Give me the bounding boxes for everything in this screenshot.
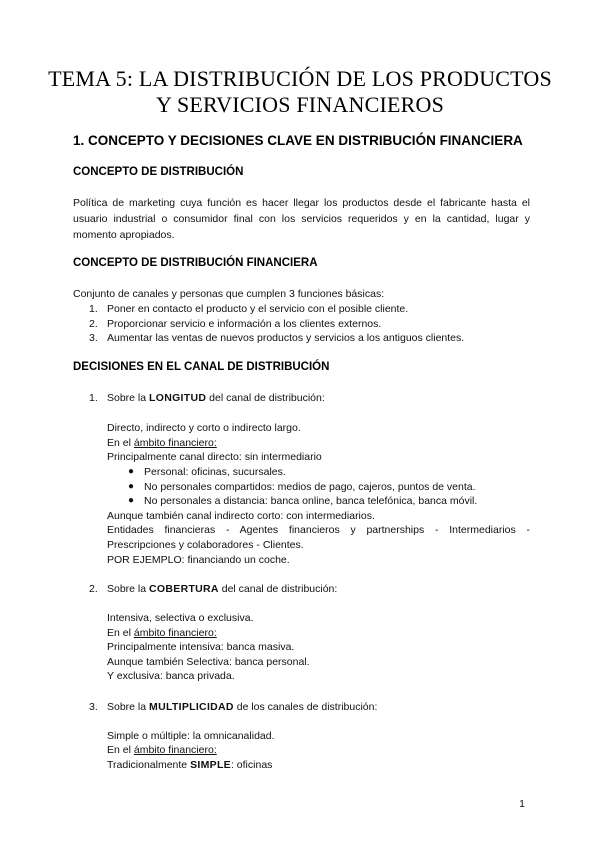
list-item: Aumentar las ventas de nuevos productos y servicios a los antiguos clientes. [107, 332, 465, 344]
bullet-icon: ● [128, 495, 135, 506]
multiplicidad-ambito: En el ámbito financiero: [107, 744, 217, 756]
decision-number: 2. [89, 583, 98, 595]
bullet-item: Personal: oficinas, sucursales. [144, 466, 286, 478]
longitud-ambito: En el ámbito financiero: [107, 437, 217, 449]
financial-concept-heading: CONCEPTO DE DISTRIBUCIÓN FINANCIERA [73, 257, 318, 269]
cobertura-intensiva: Principalmente intensiva: banca masiva. [107, 641, 295, 653]
longitud-keyword: LONGITUD [149, 392, 207, 404]
list-item-number: 1. [89, 303, 98, 315]
concept-heading: CONCEPTO DE DISTRIBUCIÓN [73, 166, 244, 178]
cobertura-types: Intensiva, selectiva o exclusiva. [107, 612, 254, 624]
longitud-types: Directo, indirecto y corto o indirecto largo. [107, 422, 301, 434]
multiplicidad-heading: Sobre la MULTIPLICIDAD de los canales de distribución: [107, 701, 378, 713]
bullet-item: No personales a distancia: banca online, banca telefónica, banca móvil. [144, 495, 478, 507]
concept-paragraph: Política de marketing cuya función es hacer llegar los productos desde el fabricante hasta el usuario industrial o consumidor final con los servicios requeridos y en la cantidad, lugar y momento apropiados. [73, 197, 530, 241]
bullet-icon: ● [128, 466, 135, 477]
cobertura-selectiva: Aunque también Selectiva: banca personal. [107, 656, 310, 668]
longitud-ejemplo: POR EJEMPLO: financiando un coche. [107, 554, 290, 566]
cobertura-exclusiva: Y exclusiva: banca privada. [107, 670, 235, 682]
list-item: Proporcionar servicio e información a los clientes externos. [107, 318, 382, 330]
bullet-item: No personales compartidos: medios de pago, cajeros, puntos de venta. [144, 481, 476, 493]
financial-concept-intro: Conjunto de canales y personas que cumplen 3 funciones básicas: [73, 288, 385, 300]
cobertura-heading: Sobre la COBERTURA del canal de distribución: [107, 583, 338, 595]
list-item-number: 2. [89, 318, 98, 330]
cobertura-ambito: En el ámbito financiero: [107, 627, 217, 639]
decision-number: 3. [89, 701, 98, 713]
list-item-number: 3. [89, 332, 98, 344]
page-title-line-1: TEMA 5: LA DISTRIBUCIÓN DE LOS PRODUCTOS [48, 66, 552, 91]
longitud-entidades: Entidades financieras - Agentes financieros y partnerships - Intermediarios - [107, 524, 530, 536]
cobertura-keyword: COBERTURA [149, 583, 219, 595]
decisions-heading: DECISIONES EN EL CANAL DE DISTRIBUCIÓN [73, 361, 330, 373]
longitud-prescripciones: Prescripciones y colaboradores - Clientes. [107, 539, 304, 551]
longitud-aunque: Aunque también canal indirecto corto: con intermediarios. [107, 510, 375, 522]
page-number: 1 [519, 798, 525, 810]
page-title-line-2: Y SERVICIOS FINANCIEROS [155, 92, 445, 117]
page-title [40, 66, 560, 118]
multiplicidad-keyword: MULTIPLICIDAD [149, 701, 234, 713]
decision-number: 1. [89, 392, 98, 404]
multiplicidad-types: Simple o múltiple: la omnicanalidad. [107, 730, 275, 742]
bullet-icon: ● [128, 481, 135, 492]
longitud-principal: Principalmente canal directo: sin intermediario [107, 451, 322, 463]
multiplicidad-tradicional: Tradicionalmente SIMPLE: oficinas [107, 759, 273, 771]
list-item: Poner en contacto el producto y el servicio con el posible cliente. [107, 303, 409, 315]
longitud-heading: Sobre la LONGITUD del canal de distribución: [107, 392, 325, 404]
section-heading: 1. CONCEPTO Y DECISIONES CLAVE EN DISTRIBUCIÓN FINANCIERA [73, 133, 523, 148]
